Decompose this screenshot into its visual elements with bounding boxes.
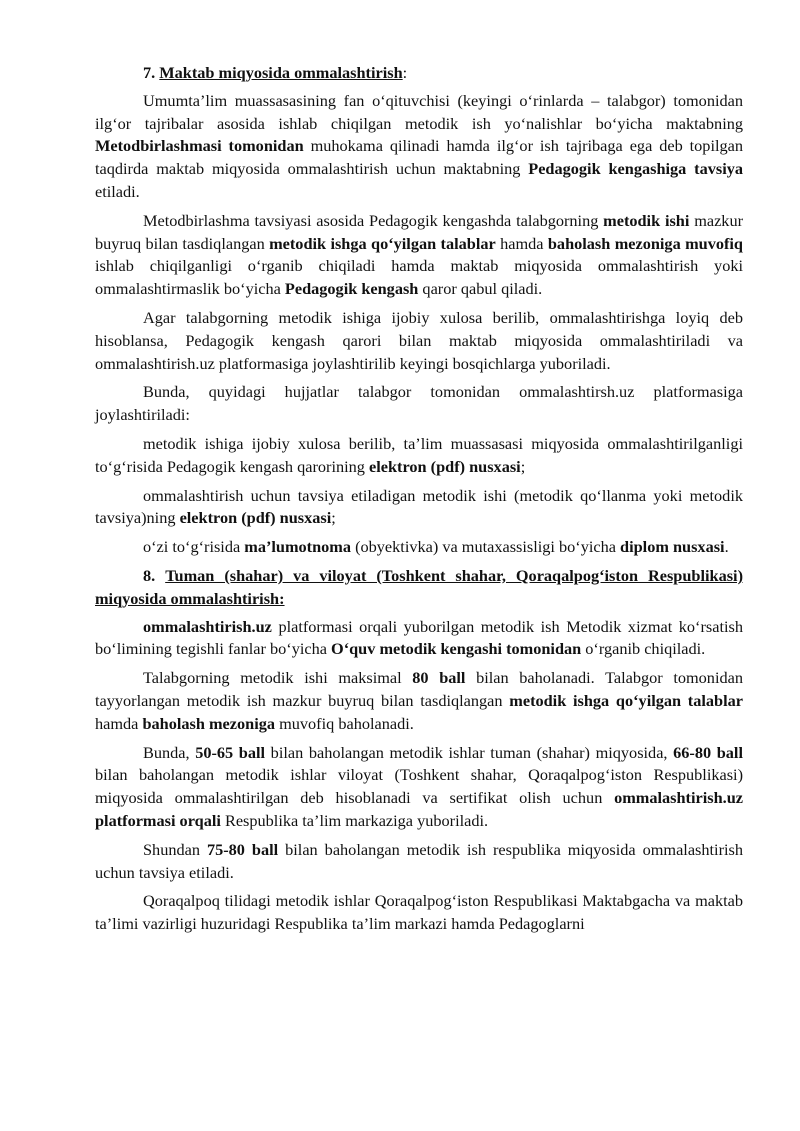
paragraph xyxy=(95,667,743,735)
text-run: ; xyxy=(520,456,526,476)
section-8-number: 8. xyxy=(143,565,156,585)
text-run: (obyektivka) va mutaxassisligi bo‘yicha xyxy=(351,537,621,557)
text-run: bilan baholangan metodik ishlar tuman (shahar) miqyosida, xyxy=(265,742,674,762)
bold-text: ommalashtirish.uz xyxy=(143,616,272,636)
text-run: o‘rganib chiqiladi. xyxy=(581,639,706,659)
text-run: platformasi orqali yuborilgan metodik ish Metodik xizmat ko‘rsatish bo‘limining tegishli fanlar bo‘yicha xyxy=(95,616,743,659)
bold-text: 66-80 ball xyxy=(673,742,743,762)
bold-text: elektron (pdf) nusxasi xyxy=(179,508,332,528)
section-7-number: 7. xyxy=(143,63,156,82)
section-8-heading xyxy=(95,565,743,611)
text-run: ishlab chiqilganligi o‘rganib chiqiladi hamda maktab miqyosida ommalashtirish yoki ommalashtirmaslik bo‘yicha xyxy=(95,256,743,299)
text-run: Bunda, quyidagi hujjatlar talabgor tomonidan ommalashtirsh.uz platformasiga joylashtiriladi: xyxy=(95,382,743,425)
text-run: ; xyxy=(331,508,336,528)
section-7-heading xyxy=(95,62,743,85)
bold-text: Pedagogik kengashiga tavsiya xyxy=(528,159,743,179)
bold-text: metodik ishga qo‘yilgan talablar xyxy=(509,690,743,710)
document-page xyxy=(95,62,743,942)
list-item xyxy=(95,485,743,531)
list-item xyxy=(95,536,743,559)
text-run: Qoraqalpoq tilidagi metodik ishlar Qoraqalpog‘iston Respublikasi Maktabgacha va maktab ta’limi vazirligi huzuridagi Respublika ta’lim markazi hamda Pedagoglarni xyxy=(95,891,743,934)
bold-text: metodik ishga qo‘yilgan talablar xyxy=(269,233,496,253)
text-run: muvofiq baholanadi. xyxy=(275,713,414,733)
text-run: metodik ishiga ijobiy xulosa berilib, ta’lim muassasasi miqyosida ommalashtirilganligi to‘g‘risida Pedagogik kengash qarorining xyxy=(95,433,743,476)
text-run: Metodbirlashma tavsiyasi asosida Pedagogik kengashda talabgorning xyxy=(143,210,604,230)
bold-text: elektron (pdf) nusxasi xyxy=(369,456,521,476)
text-run: bilan baholangan metodik ish respublika miqyosida ommalashtirish uchun tavsiya etiladi. xyxy=(95,839,743,882)
text-run: Agar talabgorning metodik ishiga ijobiy xulosa berilib, ommalashtirishga loyiq deb hisoblansa, Pedagogik kengash qarori bilan maktab miqyosida ommalashtiriladi va ommalashtirish.uz platformasiga joylashtirilib keyingi bosqichlarga yuboriladi. xyxy=(95,307,743,373)
text-run: qaror qabul qiladi. xyxy=(418,279,543,299)
section-8-title: Tuman (shahar) va viloyat (Toshkent shahar, Qoraqalpog‘iston Respublikasi) miqyosida ommalashtirish: xyxy=(95,565,743,608)
text-run: ommalashtirish uchun tavsiya etiladigan metodik ishi (metodik qo‘llanma yoki metodik tavsiya)ning xyxy=(95,485,743,528)
bold-text: 75-80 ball xyxy=(206,839,279,859)
text-run: Talabgorning metodik ishi maksimal xyxy=(143,668,413,688)
bold-text: Metodbirlashmasi tomonidan xyxy=(95,136,304,156)
section-7-heading-suffix: : xyxy=(402,63,408,82)
text-run: hamda xyxy=(95,713,143,733)
text-run: Bunda, xyxy=(143,742,196,762)
text-run: hamda xyxy=(495,233,548,253)
bold-text: Pedagogik kengash xyxy=(284,279,419,299)
bold-text: ommalashtirish.uz platformasi orqali xyxy=(95,788,743,830)
text-run: mazkur buyruq bilan tasdiqlangan xyxy=(95,210,744,253)
text-run: Respublika ta’lim markaziga yuboriladi. xyxy=(220,810,489,830)
paragraph xyxy=(95,307,743,375)
section-7-title: Maktab miqyosida ommalashtirish xyxy=(159,63,403,82)
paragraph xyxy=(95,839,743,885)
paragraph xyxy=(95,210,743,301)
text-run: bilan baholangan metodik ishlar viloyat (Toshkent shahar, Qoraqalpog‘iston Respublikasi) miqyosida ommalashtirilgan deb hisoblanadi va sertifikat olish uchun xyxy=(95,765,743,808)
text-run: Umumta’lim muassasasining fan o‘qituvchisi (keyingi o‘rinlarda – talabgor) tomonidan ilg‘or tajribalar asosida ishlab chiqilgan metodik ish yo‘nalishlar bo‘yicha maktabning xyxy=(95,90,743,133)
text-run: etiladi. xyxy=(95,181,140,201)
bold-text: 80 ball xyxy=(412,668,466,688)
paragraph xyxy=(95,90,743,204)
text-run: Shundan xyxy=(143,839,207,859)
bold-text: baholash mezoniga xyxy=(142,713,276,733)
bold-text: O‘quv metodik kengashi tomonidan xyxy=(331,639,582,659)
text-run: o‘zi to‘g‘risida xyxy=(143,537,245,557)
bold-text: diplom nusxasi xyxy=(620,537,725,557)
paragraph xyxy=(95,381,743,427)
bold-text: 50-65 ball xyxy=(195,742,266,762)
text-run: muhokama qilinadi hamda ilg‘or ish tajribaga ega deb topilgan taqdirda maktab miqyosida ommalashtirish uchun maktabning xyxy=(95,136,743,179)
paragraph xyxy=(95,742,743,833)
text-run: . xyxy=(724,537,729,557)
paragraph xyxy=(95,616,743,662)
bold-text: ma’lumotnoma xyxy=(244,537,352,557)
bold-text: metodik ishi xyxy=(603,210,690,230)
text-run: bilan baholanadi. Talabgor tomonidan tayyorlangan metodik ish mazkur buyruq bilan tasdiqlangan xyxy=(95,668,743,710)
bold-text: baholash mezoniga muvofiq xyxy=(547,233,743,253)
list-item xyxy=(95,433,743,479)
paragraph xyxy=(95,890,743,936)
